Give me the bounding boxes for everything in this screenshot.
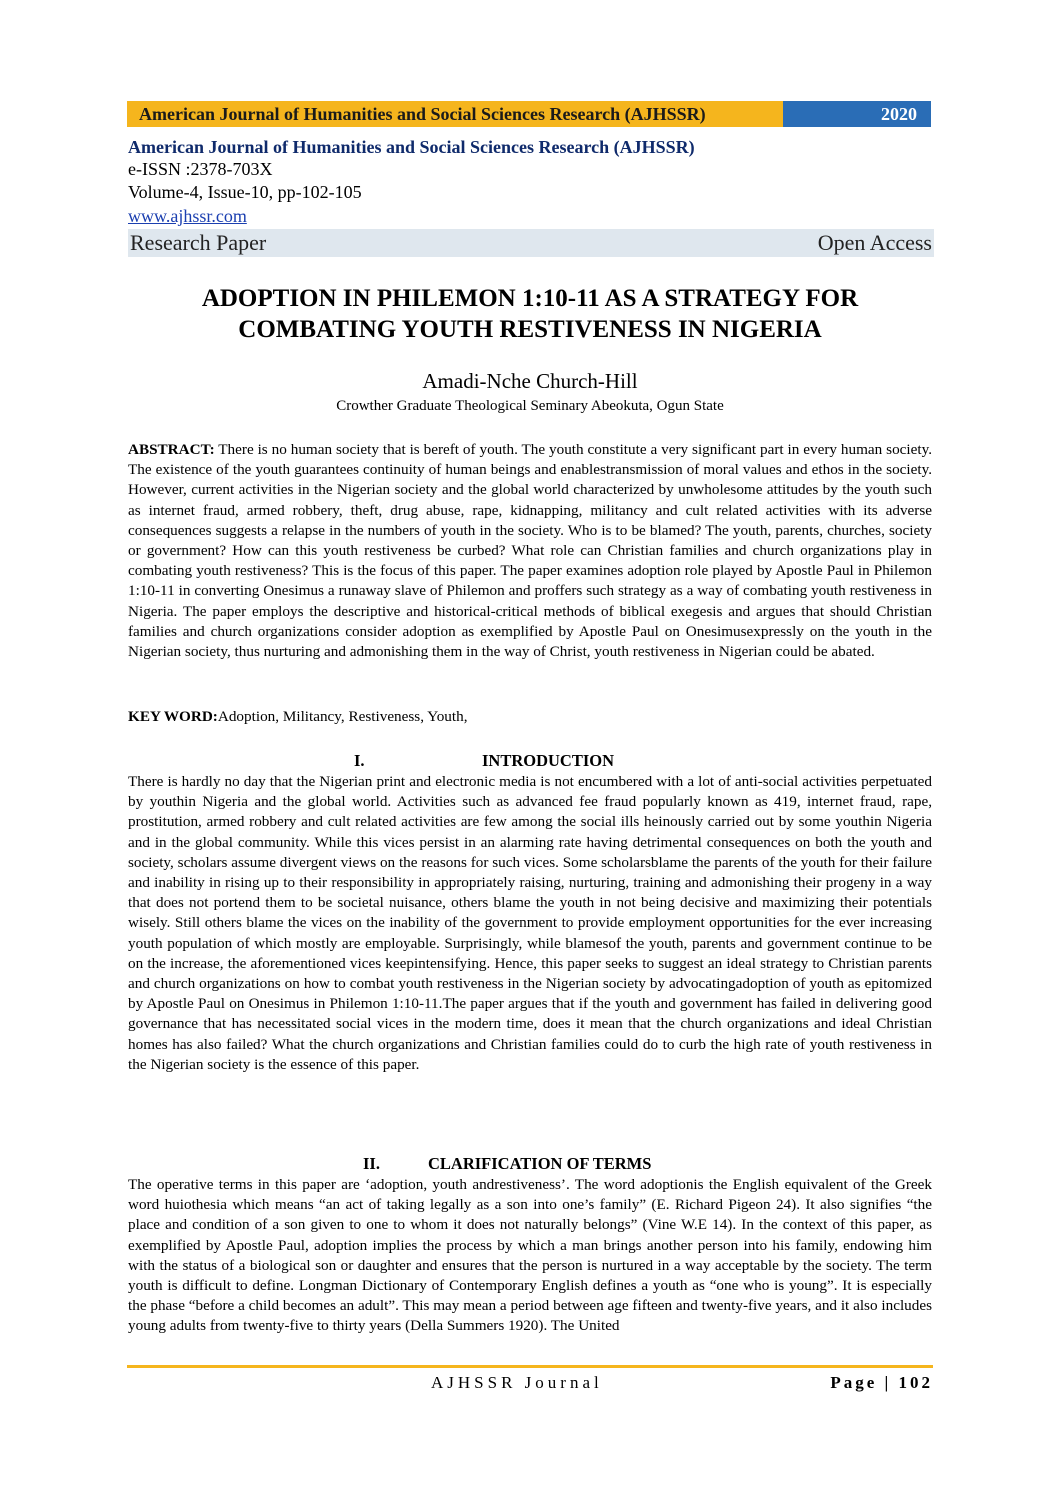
keywords-label: KEY WORD: <box>128 708 218 725</box>
footer-journal: AJHSSR Journal <box>431 1373 603 1392</box>
journal-volume: Volume-4, Issue-10, pp-102-105 <box>128 182 362 202</box>
journal-banner <box>127 101 931 127</box>
journal-issn: e-ISSN :2378-703X <box>128 159 273 179</box>
author-affiliation: Crowther Graduate Theological Seminary Abeokuta, Ogun State <box>336 398 724 414</box>
footer-divider <box>127 1365 933 1368</box>
abstract-text: There is no human society that is bereft of youth. The youth constitute a very significant part in every human society. The existence of the youth guarantees continuity of human beings and enablestransmission of moral values and ethos in the society. However, current activities in the Nigerian society and the global world characterized by unwholesome attitudes by the youth such as internet fraud, armed robbery, theft, drug abuse, rape, kidnapping, militancy and cult related activities with its adverse consequences suggests a relapse in the numbers of youth in the society. Who is to be blamed? The youth, parents, churches, society or government? How can this youth restiveness be curbed? What role can Christian families and church organizations play in combating youth restiveness? This is the focus of this paper. The paper examines adoption role played by Apostle Paul in Philemon 1:10-11 in converting Onesimus a runaway slave of Philemon and proffers such strategy as a way of combating youth restiveness in Nigeria. The paper employs the descriptive and historical-critical methods of biblical exegesis and argues that should Christian families and church organizations consider adoption as exemplified by Apostle Paul on Onesimusexpressly on the youth in the Nigerian society, thus nurturing and admonishing them in the way of Christ, youth restiveness in Nigerian could be abated. <box>128 441 932 661</box>
abstract-label: ABSTRACT: <box>128 441 215 458</box>
journal-name: American Journal of Humanities and Social Sciences Research (AJHSSR) <box>128 137 695 157</box>
paper-type: Research Paper <box>130 230 267 255</box>
section-title: CLARIFICATION OF TERMS <box>428 1154 652 1173</box>
clarification-paragraph: The operative terms in this paper are ‘adoption, youth andrestiveness’. The word adoptionis the English equivalent of the Greek word huiothesia which means “an act of taking legally as a son into one’s family” (E. Richard Pigeon 24). It also signifies “the place and condition of a son given to one to whom it does not naturally belongs” (Vine W.E 14). In the context of this paper, as exemplified by Apostle Paul, adoption implies the process by which a man brings another person into his family, endowing him with the status of a biological son or daughter and ensures that the person is nurtured in a way acceptable by the society. The term youth is difficult to define. Longman Dictionary of Contemporary English defines a youth as “one who is young”. It is especially the phase “before a child becomes an adult”. This may mean a period between age fifteen and twenty-five years, and it also includes young adults from twenty-five to thirty years (Della Summers 1920). The United <box>128 1176 932 1335</box>
keywords-text: Adoption, Militancy, Restiveness, Youth, <box>217 708 468 725</box>
journal-info <box>128 136 934 257</box>
article-title <box>127 283 933 345</box>
abstract-paragraph <box>128 440 932 662</box>
banner-year: 2020 <box>783 101 931 127</box>
keywords-line <box>128 707 932 727</box>
section-title: INTRODUCTION <box>482 751 615 770</box>
paper-type-bar <box>128 229 934 257</box>
introduction-paragraph: There is hardly no day that the Nigerian print and electronic media is not encumbered with a lot of anti-social activities perpetuated by youthin Nigeria and the global world. Activities such as advanced fee fraud popularly known as 419, internet fraud, rape, prostitution, armed robbery and cult related activities are few among the social ills heinously carried out by some youthin Nigeria and in the global community. While this vices persist in an alarming rate having detrimental consequences on both the youth and society, scholars assume divergent views on the reasons for such vices. Some scholarsblame the parents of the youth for their failure and inability in rising up to their responsibility in appropriately raising, nurturing, training and admonishing their progeny in a way that does not portend them to be societal nuisance, others blame the youth in not being decisive and maximizing their potentials wisely. Still others blame the vices on the inability of the government to provide employment opportunities for the ever increasing youth population of which mostly are employable. Surprisingly, while blamesof the youth, parents and government continue to be on the increase, the aforementioned vices keepintensifying. Hence, this paper seeks to suggest an ideal strategy to Christian parents and church organizations on how to combat youth restiveness in the Nigerian society by advocatingadoption of youth as epitomized by Apostle Paul on Onesimus in Philemon 1:10-11.The paper argues that if the youth and government has failed in delivering good governance that has necessitated social vices in the modern time, does it mean that the church organizations and ideal Christian homes has also failed? What the church organizations and Christian families could do to curb the high rate of youth restiveness in the Nigerian society is the essence of this paper. <box>128 773 932 1073</box>
article-title-line-2: COMBATING YOUTH RESTIVENESS IN NIGERIA <box>238 316 822 343</box>
access-type: Open Access <box>817 230 932 255</box>
page-footer <box>127 1373 933 1397</box>
author-name: Amadi-Nche Church-Hill <box>422 369 638 393</box>
article-title-line-1: ADOPTION IN PHILEMON 1:10-11 AS A STRATEGY FOR <box>201 285 859 312</box>
footer-page-number: Page | 102 <box>830 1373 933 1392</box>
section-number: II. <box>363 1154 380 1173</box>
section-number: I. <box>354 751 365 770</box>
journal-url-link[interactable]: www.ajhssr.com <box>128 206 247 226</box>
banner-journal-title: American Journal of Humanities and Social Sciences Research (AJHSSR) <box>127 101 783 127</box>
